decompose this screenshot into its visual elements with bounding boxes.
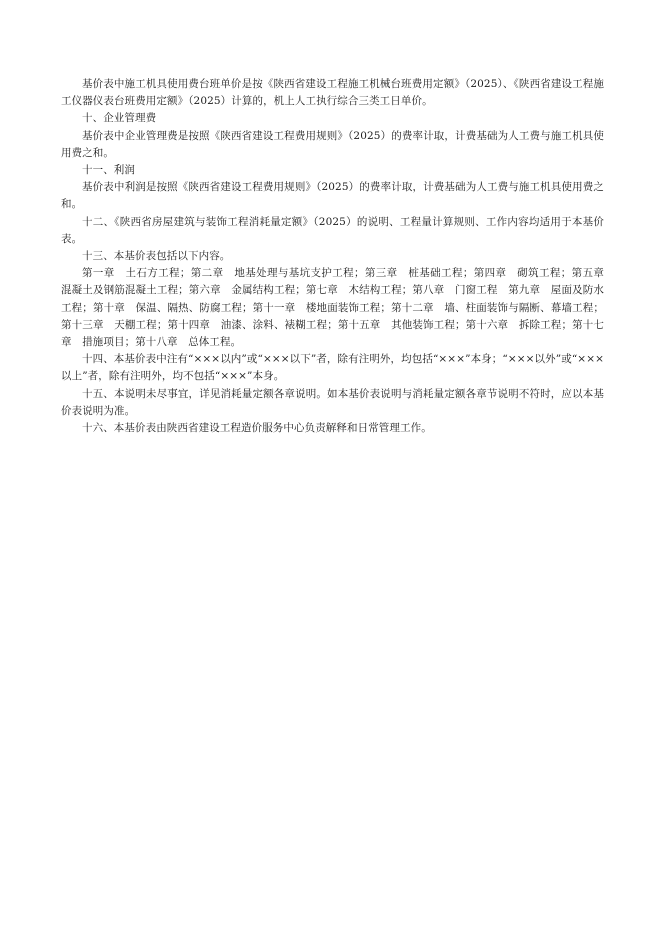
paragraph-chapter-list: 第一章 土石方工程；第二章 地基处理与基坑支护工程；第三章 桩基础工程；第四章 砌筑工程；第五章 混凝土及钢筋混凝土工程；第六章 金属结构工程；第七章 木结构工程；第八章 门窗工程 第九章 屋面及防水工程；第十章 保温、隔热、防腐工程；第十一章 楼地面装饰工程；第十二章 墙、柱面装饰与隔断、幕墙工程；第十三章 天棚工程；第十四章 油漆、涂料、裱糊工程；第十五章 其他装饰工程；第十六章 拆除工程；第十七章 措施项目；第十八章 总体工程。 [61,267,615,349]
section-heading-profit: 十一、利润 [82,164,135,177]
paragraph-machinery-cost: 基价表中施工机具使用费台班单价是按《陕西省建设工程施工机械台班费用定额》（2025）、《陕西省建设工程施工仪器仪表台班费用定额》（2025）计算的，机上人工执行综合三类工日单价。 [61,78,604,108]
paragraph-interpretation: 十六、本基价表由陕西省建设工程造价服务中心负责解释和日常管理工作。 [82,422,432,435]
paragraph-unspecified-matters: 十五、本说明未尽事宜，详见消耗量定额各章说明。如本基价表说明与消耗量定额各章节说明不符时，应以本基价表说明为准。 [61,387,604,417]
section-heading-management-fee: 十、企业管理费 [82,112,157,125]
paragraph-within-rule: 十四、本基价表中注有“×××以内”或“×××以下”者，除有注明外，均包括“×××”本身；“×××以外”或“×××以上”者，除有注明外，均不包括“×××”本身。 [61,353,604,383]
document-body [61,76,615,437]
paragraph-management-fee: 基价表中企业管理费是按照《陕西省建设工程费用规则》（2025）的费率计取，计费基础为人工费与施工机具使用费之和。 [61,129,604,159]
paragraph-contents-intro: 十三、本基价表包括以下内容。 [82,250,231,263]
paragraph-applicability: 十二、《陕西省房屋建筑与装饰工程消耗量定额》（2025）的说明、工程量计算规则、工作内容均适用于本基价表。 [61,215,604,245]
paragraph-profit: 基价表中利润是按照《陕西省建设工程费用规则》（2025）的费率计取，计费基础为人工费与施工机具使用费之和。 [61,181,604,211]
